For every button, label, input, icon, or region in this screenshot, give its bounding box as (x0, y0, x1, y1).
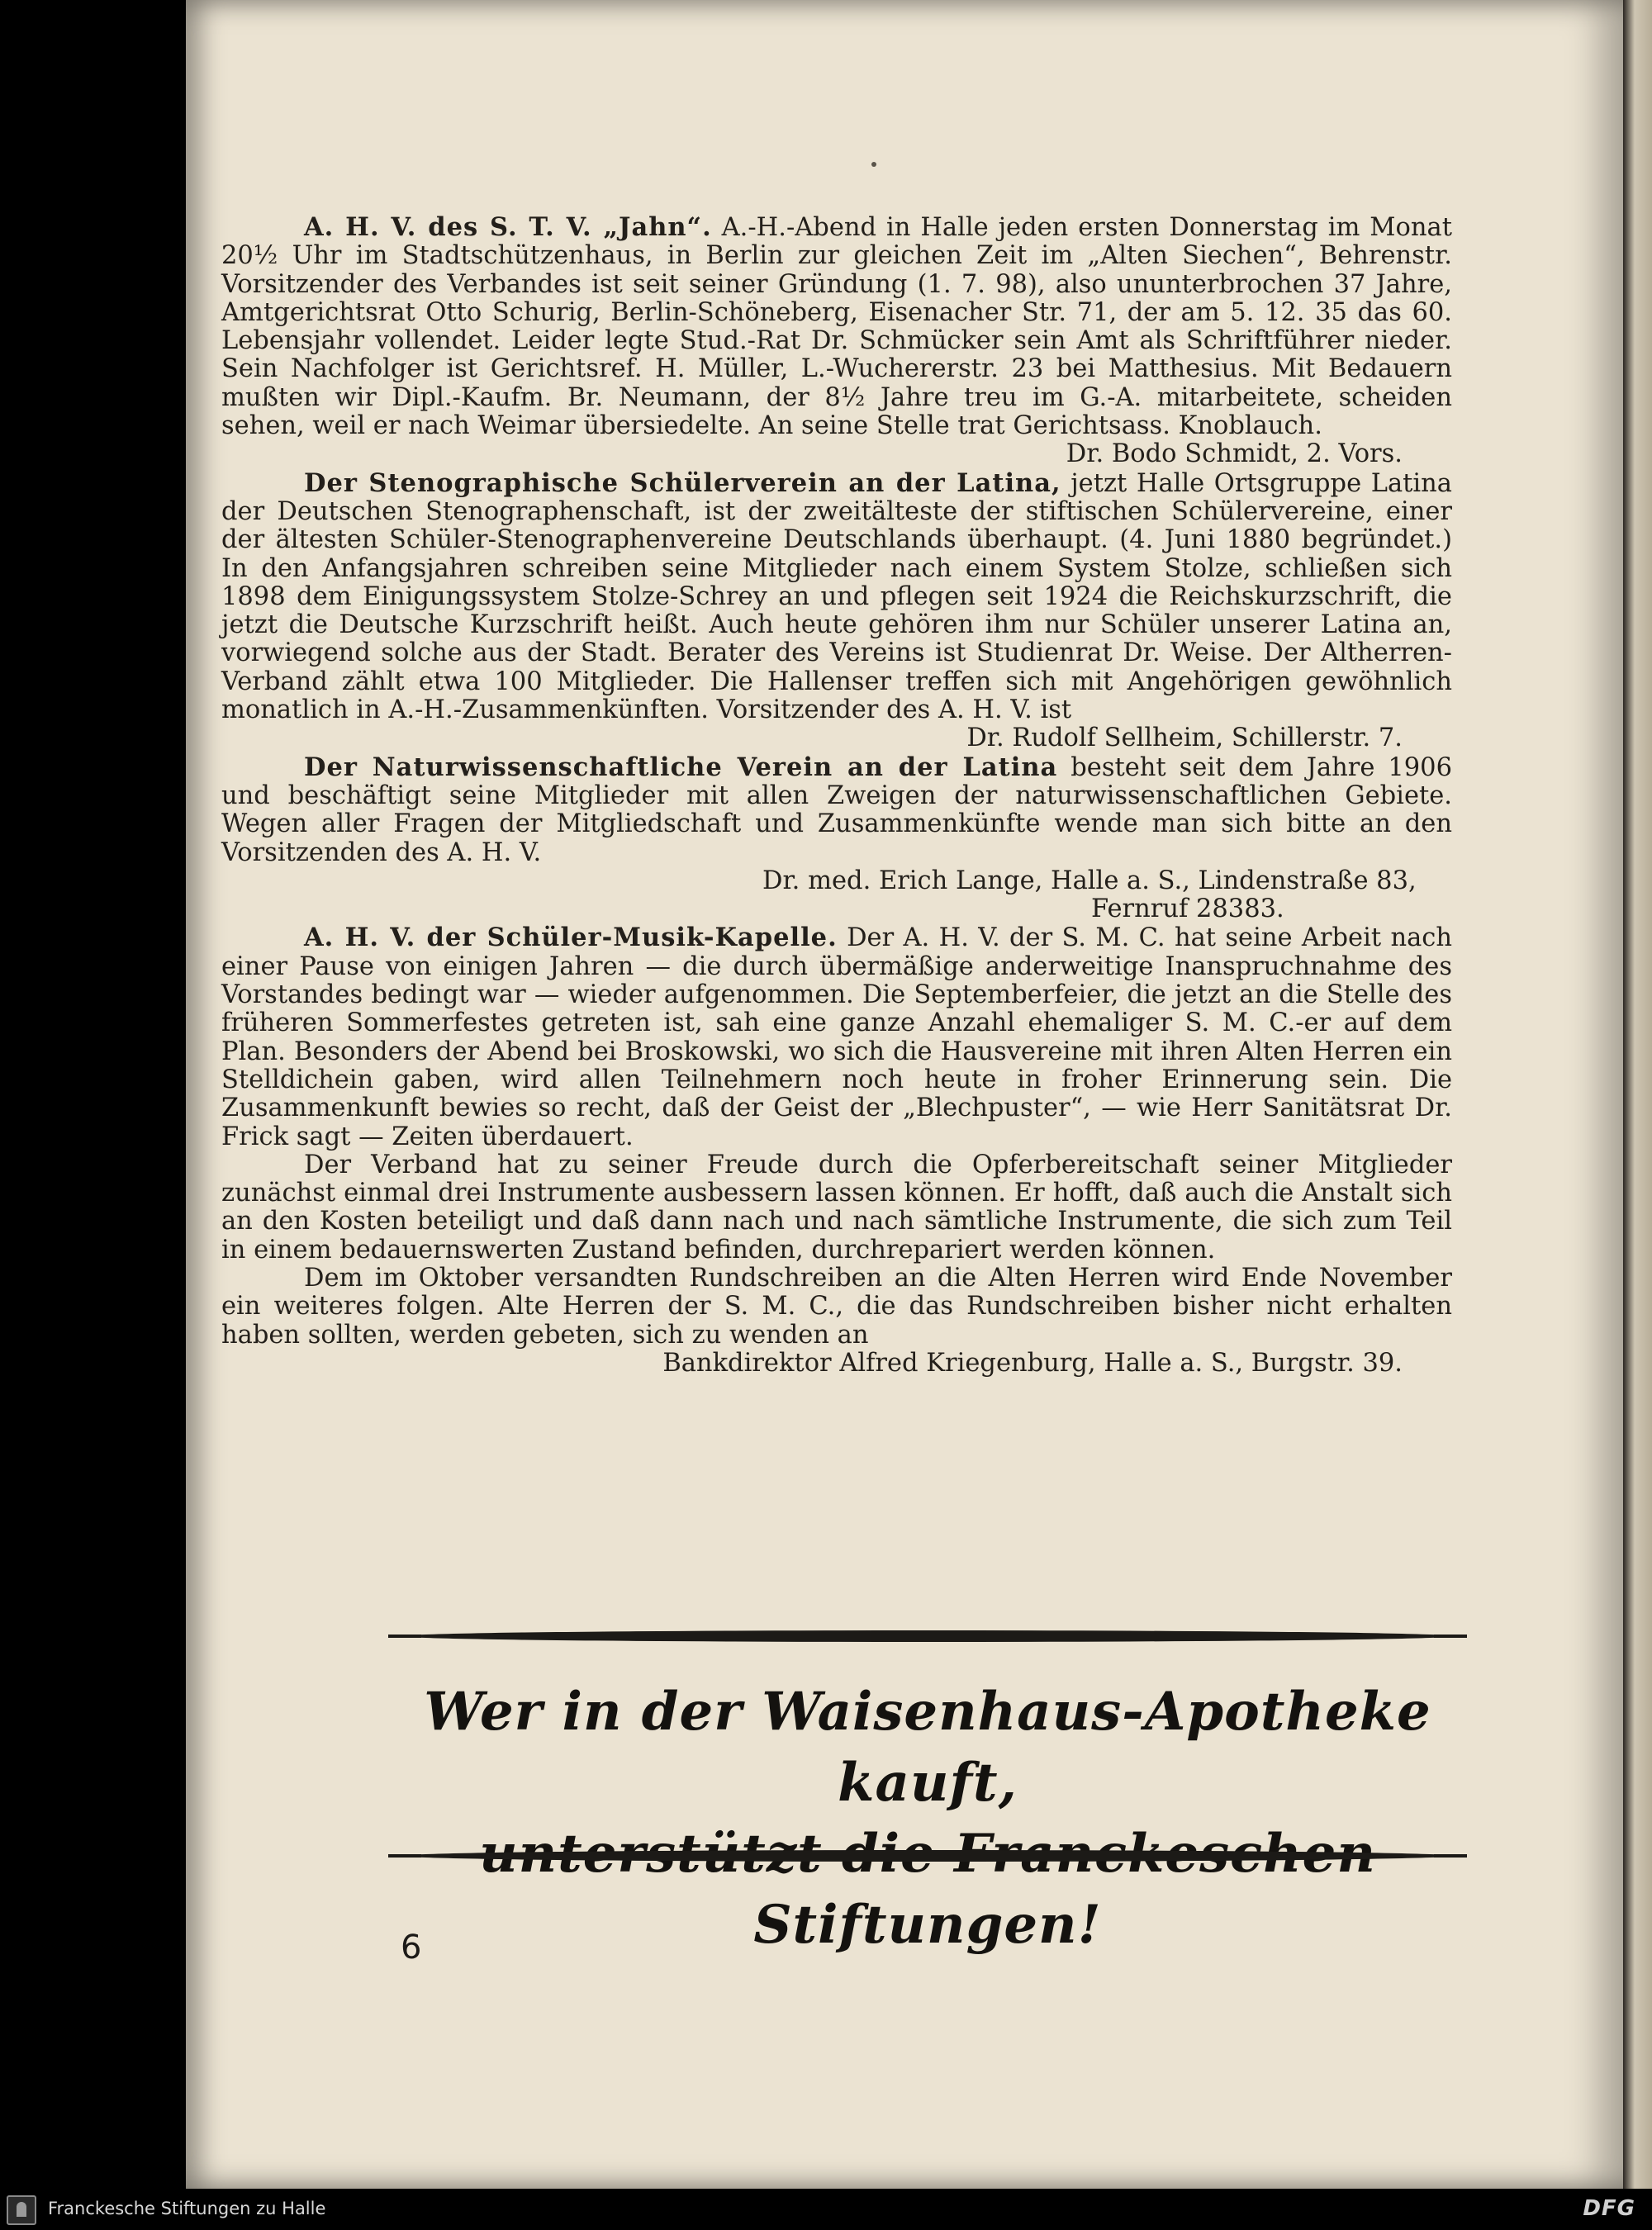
advert-rule-top (403, 1630, 1452, 1642)
signature: Dr. med. Erich Lange, Halle a. S., Lindenstraße 83, (762, 866, 1417, 895)
next-page-edge (1623, 0, 1652, 2189)
section-paragraph: Der Verband hat zu seiner Freude durch die Opferbereitschaft seiner Mitglieder zunächst einmal drei Instrumente ausbessern lassen können. Er hofft, daß auch die Anstalt sich an den Kosten beteiligt und daß dann nach und nach sämtliche Instrumente, die sich zum Teil in einem bedauernswerten Zustand befinden, durchrepariert werden können. (221, 1150, 1452, 1264)
section-body: besteht seit dem Jahre 1906 und beschäftigt seine Mitglieder mit allen Zweigen der naturwissenschaftlichen Gebiete. Wegen aller Fragen der Mitgliedschaft und Zusammenkünfte wende man sich bitte an den Vorsitzenden des A. H. V. (221, 752, 1452, 867)
signature-phone: Fernruf 28383. (1091, 894, 1284, 924)
signature: Bankdirektor Alfred Kriegenburg, Halle a. S., Burgstr. 39. (662, 1348, 1403, 1378)
viewer-footer (0, 2189, 1652, 2230)
advert-slogan (403, 1677, 1452, 1961)
advert-line-1: Wer in der Waisenhaus-Apotheke kauft, (424, 1681, 1431, 1814)
section-body: A.-H.-Abend in Halle jeden ersten Donnerstag im Monat 20½ Uhr im Stadtschützenhaus, in Berlin zur gleichen Zeit im „Alten Siechen“, Behrenstr. Vorsitzender des Verbandes ist seit seiner Gründung (1. 7. 98), also ununterbrochen 37 Jahre, Amtgerichtsrat Otto Schurig, Berlin-Schöneberg, Eisenacher Str. 71, der am 5. 12. 35 das 60. Lebensjahr vollendet. Leider legte Stud.-Rat Dr. Schmücker sein Amt als Schriftführer nieder. Sein Nachfolger ist Gerichtsref. H. Müller, L.-Wuchererstr. 23 bei Matthesius. Mit Bedauern mußten wir Dipl.-Kaufm. Br. Neumann, der 8½ Jahre treu im G.-A. mitarbeitete, scheiden sehen, weil er nach Weimar übersiedelte. An seine Stelle trat Gerichtsass. Knoblauch. (221, 213, 1452, 441)
section-heading: Der Stenographische Schülerverein an der Latina, (304, 467, 1061, 498)
advert-line-2: unterstützt Franckeschen Stiftungen! (479, 1823, 1376, 1956)
scan-background-left (0, 0, 186, 2189)
page-number: 6 (401, 1929, 422, 1967)
section-body: jetzt Halle Ortsgruppe Latina der Deutschen Stenographenschaft, ist der zweitälteste der stiftischen Schülervereine, einer der ältesten Schüler-Stenographenvereine Deutschlands überhaupt. (4. Juni 1880 begründet.) In den Anfangsjahren schreiben seine Mitglieder nach einem System Stolze, schließen sich 1898 dem Einigungssystem Stolze-Schrey an und pflegen seit 1924 die Reichskurzschrift, die jetzt die Deutsche Kurzschrift heißt. Auch heute gehören ihm nur Schüler unserer Latina an, vorwiegend solche aus der Stadt. Berater des Vereins ist Studienrat Dr. Weise. Der Altherren-Verband zählt etwa 100 Mitglieder. Die Hallenser treffen sich mit Angehörigen gewöhnlich monatlich in A.-H.-Zusammenkünften. Vorsitzender des A. H. V. ist (221, 468, 1452, 725)
signature: Dr. Rudolf Sellheim, Schillerstr. 7. (966, 724, 1403, 753)
funder-logo: DFG (1583, 2196, 1635, 2221)
institution-name: Franckesche Stiftungen zu Halle (48, 2199, 326, 2218)
section-body: Der A. H. V. der S. M. C. hat seine Arbeit nach einer Pause von einigen Jahren — die durch übermäßige anderweitige Inanspruchnahme des Vorstandes bedingt war — wieder aufgenommen. Die Septemberfeier, die jetzt an die Stelle des früheren Sommerfestes getreten ist, sah eine ganze Anzahl ehemaliger S. M. C.-er auf dem Plan. Besonders der Abend bei Broskowski, wo sich die Hausvereine mit ihren Alten Herren ein Stelldichein gaben, wird allen Teilnehmern noch heute in froher Erinnerung sein. Die Zusammenkunft bewies so recht, daß der Geist der „Blechpuster“, — wie Herr Sanitätsrat Dr. Frick sagt — Zeiten überdauert. (221, 923, 1452, 1151)
section-heading: A. H. V. des S. T. V. „Jahn“. (304, 212, 712, 242)
page-mark-dot (871, 162, 876, 167)
section-heading: Der Naturwissenschaftliche Verein an der Latina (304, 752, 1058, 782)
article-text (221, 213, 1452, 1378)
section-paragraph: Dem im Oktober versandten Rundschreiben an die Alten Herren wird Ende November ein weiteres folgen. Alte Herren der S. M. C., die das Rundschreiben bisher nicht erhalten haben sollten, werden gebeten, sich zu wenden an (221, 1263, 1452, 1350)
signature: Dr. Bodo Schmidt, 2. Vors. (1066, 439, 1403, 469)
foundation-logo-icon (7, 2195, 36, 2225)
section-jahn (221, 213, 1452, 440)
section-heading: A. H. V. der Schüler-Musik-Kapelle. (304, 923, 838, 953)
advert-rule-bottom (403, 1850, 1452, 1862)
section-stenographie (221, 469, 1452, 725)
section-musik-kapelle (221, 923, 1452, 1151)
section-naturwissenschaft (221, 753, 1452, 867)
